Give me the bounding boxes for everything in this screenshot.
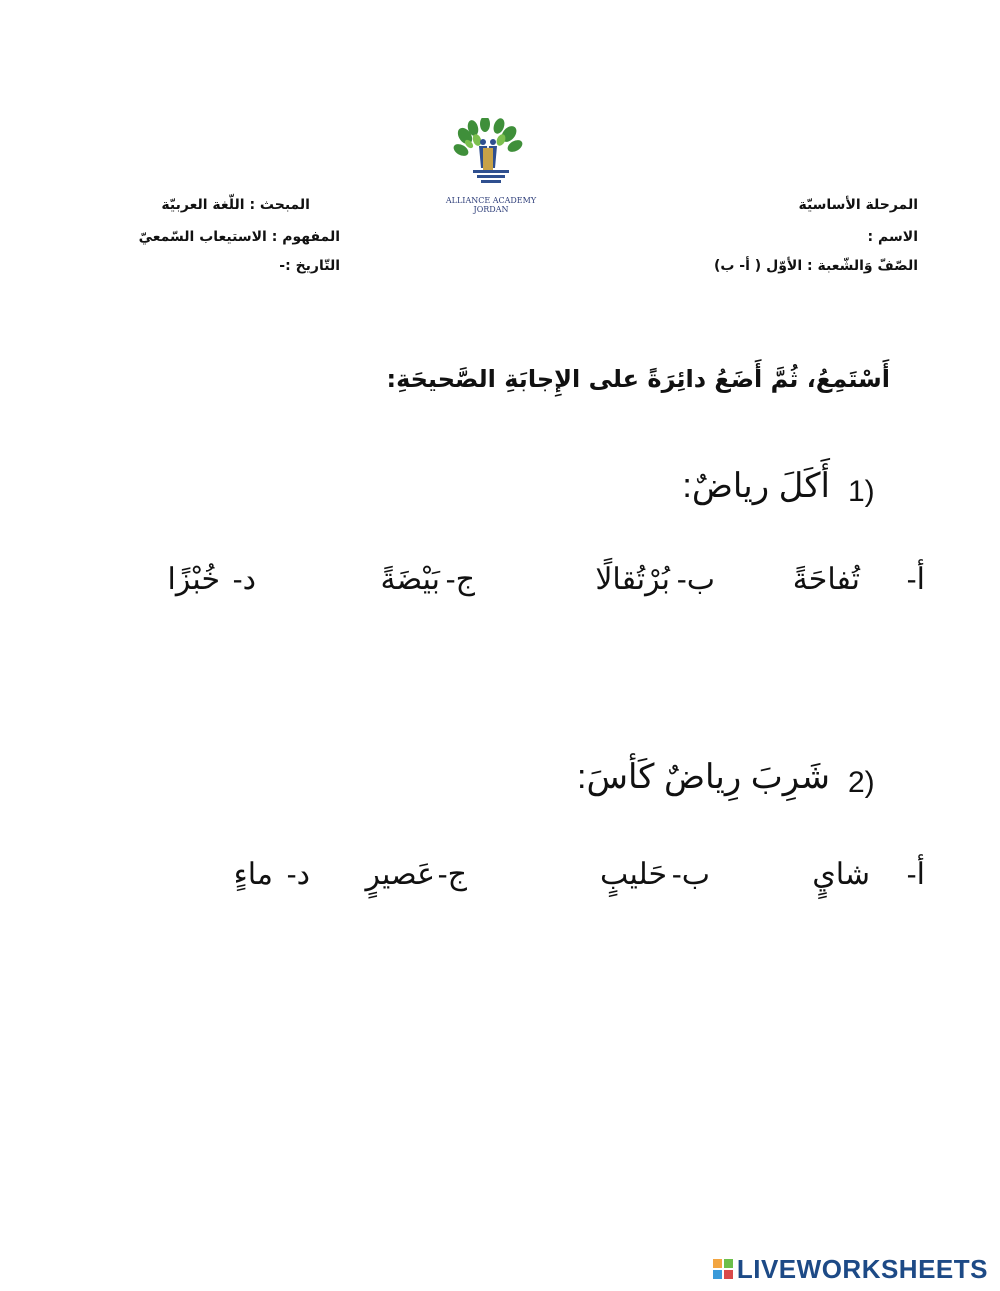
tree-icon — [443, 118, 539, 192]
stage-label: المرحلة الأساسيّة — [798, 197, 918, 213]
liveworksheets-brand[interactable] — [713, 1252, 988, 1286]
q2-option-c-letter: ج- — [437, 858, 467, 891]
q1-option-c-text[interactable]: بَيْضَةً — [380, 563, 440, 596]
q1-option-a-letter: أ- — [906, 563, 925, 596]
question-1-number: 1) — [848, 475, 875, 508]
concept-label: المفهوم : الاستيعاب السّمعيّ — [138, 229, 340, 245]
logo-text-line2: JORDAN — [473, 205, 509, 214]
q2-option-a-text[interactable]: شايٍ — [812, 858, 870, 891]
q1-option-a-text[interactable]: تُفاحَةً — [792, 563, 860, 596]
class-label: الصّفّ وَالشّعبة : الأوّل ( أ- ب) — [713, 258, 918, 274]
question-1-text: أَكَلَ رياضٌ: — [682, 467, 830, 505]
q2-option-d-letter: د- — [286, 858, 310, 891]
q1-option-d-letter: د- — [232, 563, 256, 596]
q2-option-d-text[interactable]: ماءٍ — [233, 858, 273, 891]
brand-logo-icon — [713, 1259, 733, 1279]
date-label: التّاريخ :- — [279, 258, 340, 274]
name-label: الاسم : — [867, 229, 918, 245]
q1-option-c-letter: ج- — [445, 563, 475, 596]
school-logo — [443, 118, 539, 216]
q2-option-a-letter: أ- — [906, 858, 925, 891]
brand-text: LIVEWORKSHEETS — [736, 1253, 988, 1284]
q1-option-b-letter: ب- — [676, 563, 715, 596]
question-2-text: شَرِبَ رِياضٌ كَأسَ: — [577, 758, 830, 796]
q2-option-b-text[interactable]: حَليبٍ — [600, 858, 667, 891]
q1-option-b-text[interactable]: بُرْتُقالًا — [595, 563, 670, 596]
q1-option-d-text[interactable]: خُبْزًا — [167, 563, 220, 596]
q2-option-c-text[interactable]: عَصيرٍ — [365, 858, 435, 891]
subject-label: المبحث : اللّغة العربيّة — [161, 197, 310, 213]
q2-option-b-letter: ب- — [671, 858, 710, 891]
instruction-text: أَسْتَمِعُ، ثُمَّ أَضَعُ دائِرَةً على الإِجابَةِ الصَّحيحَةِ: — [386, 365, 890, 393]
question-2-number: 2) — [848, 766, 875, 799]
logo-text-line1: ALLIANCE ACADEMY — [445, 196, 537, 205]
